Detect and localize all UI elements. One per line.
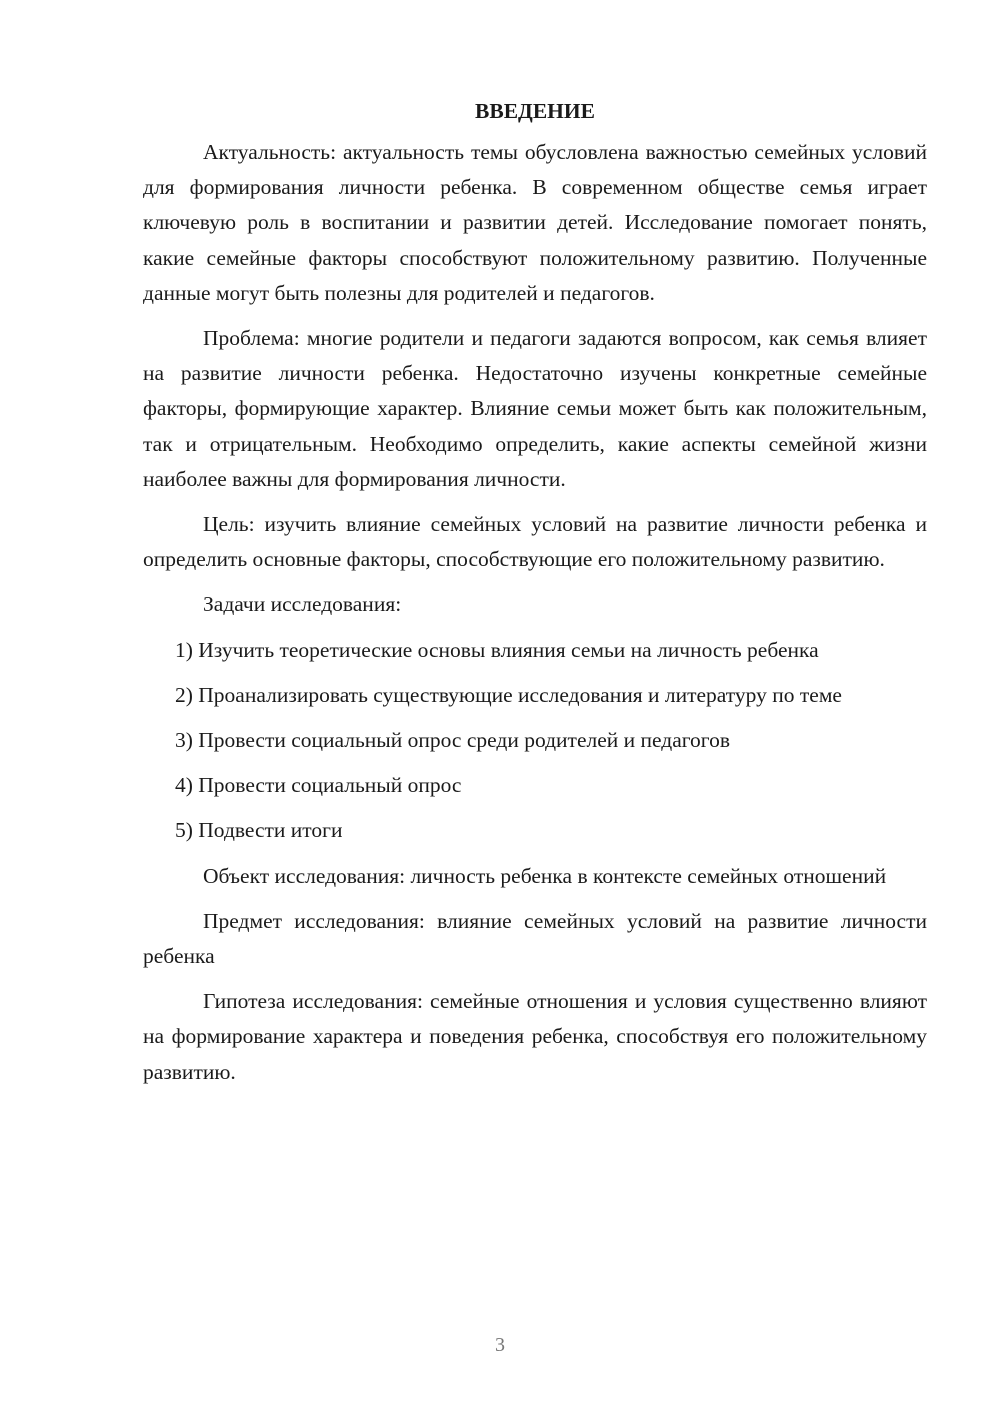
paragraph-subject: Предмет исследования: влияние семейных условий на развитие личности ребенка <box>143 908 927 969</box>
list-item: 2) Проанализировать существующие исследования и литературу по теме <box>175 682 842 707</box>
paragraph-hypothesis: Гипотеза исследования: семейные отношения и условия существенно влияют на формирование характера и поведения ребенка, способствуя его положительному развитию. <box>143 989 927 1084</box>
paragraph-object: Объект исследования: личность ребенка в контексте семейных отношений <box>203 863 887 888</box>
page-number: 3 <box>495 1334 505 1356</box>
list-item: 3) Провести социальный опрос среди родителей и педагогов <box>175 728 730 753</box>
list-item: 1) Изучить теоретические основы влияния семьи на личность ребенка <box>175 637 819 662</box>
paragraph-goal: Цель: изучить влияние семейных условий на развитие личности ребенка и определить основные факторы, способствующие его положительному развитию. <box>143 512 927 572</box>
paragraph-relevance: Актуальность: актуальность темы обусловлена важностью семейных условий для формирования личности ребенка. В современном обществе семья играет ключевую роль в воспитании и развитии детей. Исследование помогает понять, какие семейные факторы способствуют положительному развитию. Полученные данные могут быть полезны для родителей и педагогов. <box>143 140 927 305</box>
list-item: 5) Подвести итоги <box>175 818 343 843</box>
paragraph-problem: Проблема: многие родители и педагоги задаются вопросом, как семья влияет на развитие личности ребенка. Недостаточно изучены конкретные семейные факторы, формирующие характер. Влияние семьи может быть как положительным, так и отрицательным. Необходимо определить, какие аспекты семейной жизни наиболее важны для формирования личности. <box>143 326 927 491</box>
tasks-list <box>143 633 927 849</box>
tasks-heading: Задачи исследования: <box>203 592 402 617</box>
page-body <box>143 94 927 1100</box>
list-item: 4) Провести социальный опрос <box>175 773 462 798</box>
page-title: ВВЕДЕНИЕ <box>475 99 595 123</box>
